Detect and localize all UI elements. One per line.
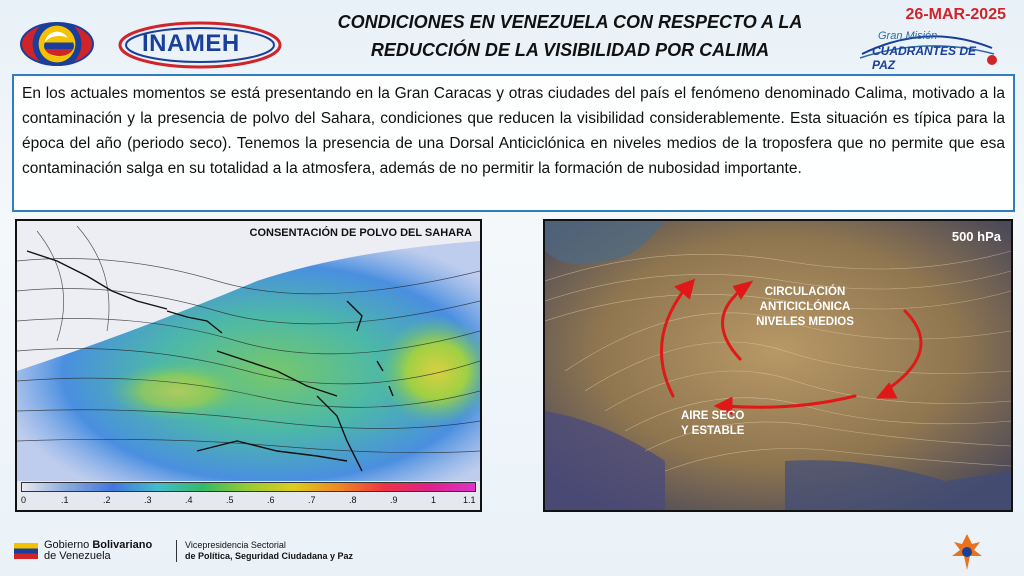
dust-map-graphic: [17, 221, 480, 481]
circulation-label-line: NIVELES MEDIOS: [756, 316, 854, 328]
gob-text-bold: Bolivariano: [92, 539, 153, 551]
info-box: [12, 74, 1015, 212]
dust-colorbar: [21, 482, 476, 492]
dry-air-label-line: AIRE SECO: [681, 410, 745, 422]
gob-text-line2: de Venezuela: [44, 550, 111, 562]
colorbar-tick: .1: [61, 495, 69, 505]
footer: [0, 528, 1024, 576]
inameh-logo: [118, 20, 282, 70]
title-line-1: CONDICIONES EN VENEZUELA CON RESPECTO A LA: [337, 12, 803, 32]
colorbar-tick: 1.1: [463, 495, 476, 505]
circulation-label-line: CIRCULACIÓN: [764, 286, 846, 298]
colorbar-tick: .4: [185, 495, 193, 505]
colorbar-tick: .9: [390, 495, 398, 505]
colorbar-tick: .2: [103, 495, 111, 505]
dry-air-label-line: Y ESTABLE: [681, 425, 745, 437]
colorbar-tick: .7: [308, 495, 316, 505]
vicepresidencia-text: [176, 540, 353, 562]
dust-concentration-map: [15, 219, 482, 512]
government-seal-logo: [20, 22, 94, 66]
colorbar-tick: .8: [349, 495, 357, 505]
cuadrantes-de-paz-logo: [852, 28, 1002, 72]
vice-line-2: de Política, Seguridad Ciudadana y Paz: [185, 551, 354, 561]
dry-air-label: [681, 409, 744, 439]
vice-line-1: Vicepresidencia Sectorial: [185, 540, 286, 550]
colorbar-tick: .3: [144, 495, 152, 505]
inameh-logo-text: INAMEH: [142, 30, 240, 57]
date-label: 26-MAR-2025: [905, 6, 1006, 23]
colorbar-tick: 0: [21, 495, 27, 505]
colorbar-tick: .5: [226, 495, 234, 505]
logo-right-small-text: Gran Misión: [878, 30, 938, 42]
gobierno-text: [44, 540, 152, 562]
bicentenario-logo: [950, 532, 984, 572]
colorbar-labels: [21, 495, 476, 507]
circulation-label-line: ANTICICLÓNICA: [759, 301, 851, 313]
header: [0, 0, 1024, 72]
logo-right-big-text: CUADRANTES DE PAZ: [872, 44, 977, 72]
wind-map-graphic: [545, 221, 1011, 510]
pressure-level-label: 500 hPa: [951, 229, 1001, 244]
title-line-2: REDUCCIÓN DE LA VISIBILIDAD POR CALIMA: [370, 40, 770, 60]
wind-500hpa-map: [543, 219, 1013, 512]
colorbar-tick: 1: [431, 495, 437, 505]
gobierno-bolivariano-logo: [14, 540, 152, 562]
info-text: En los actuales momentos se está presentando en la Gran Caracas y otras ciudades del país el fenómeno denominado Calima, motivado a la contaminación y la presencia de polvo del Sahara, condiciones que reducen la visibilidad considerablemente. Esta situación es típica para la época del año (periodo seco). Tenemos la presencia de una Dorsal Anticiclónica en niveles medios de la troposfera que no permite que esa contaminación salga en su totalidad a la atmosfera, además de no permitir la formación de nubosidad importante.: [22, 85, 1005, 177]
dust-map-title: CONSENTACIÓN DE POLVO DEL SAHARA: [249, 227, 472, 239]
gob-text-part: Gobierno: [44, 539, 93, 551]
circulation-label: [735, 285, 875, 330]
page-title: [290, 8, 850, 64]
venezuela-flag-icon: [14, 543, 38, 559]
colorbar-tick: .6: [267, 495, 275, 505]
